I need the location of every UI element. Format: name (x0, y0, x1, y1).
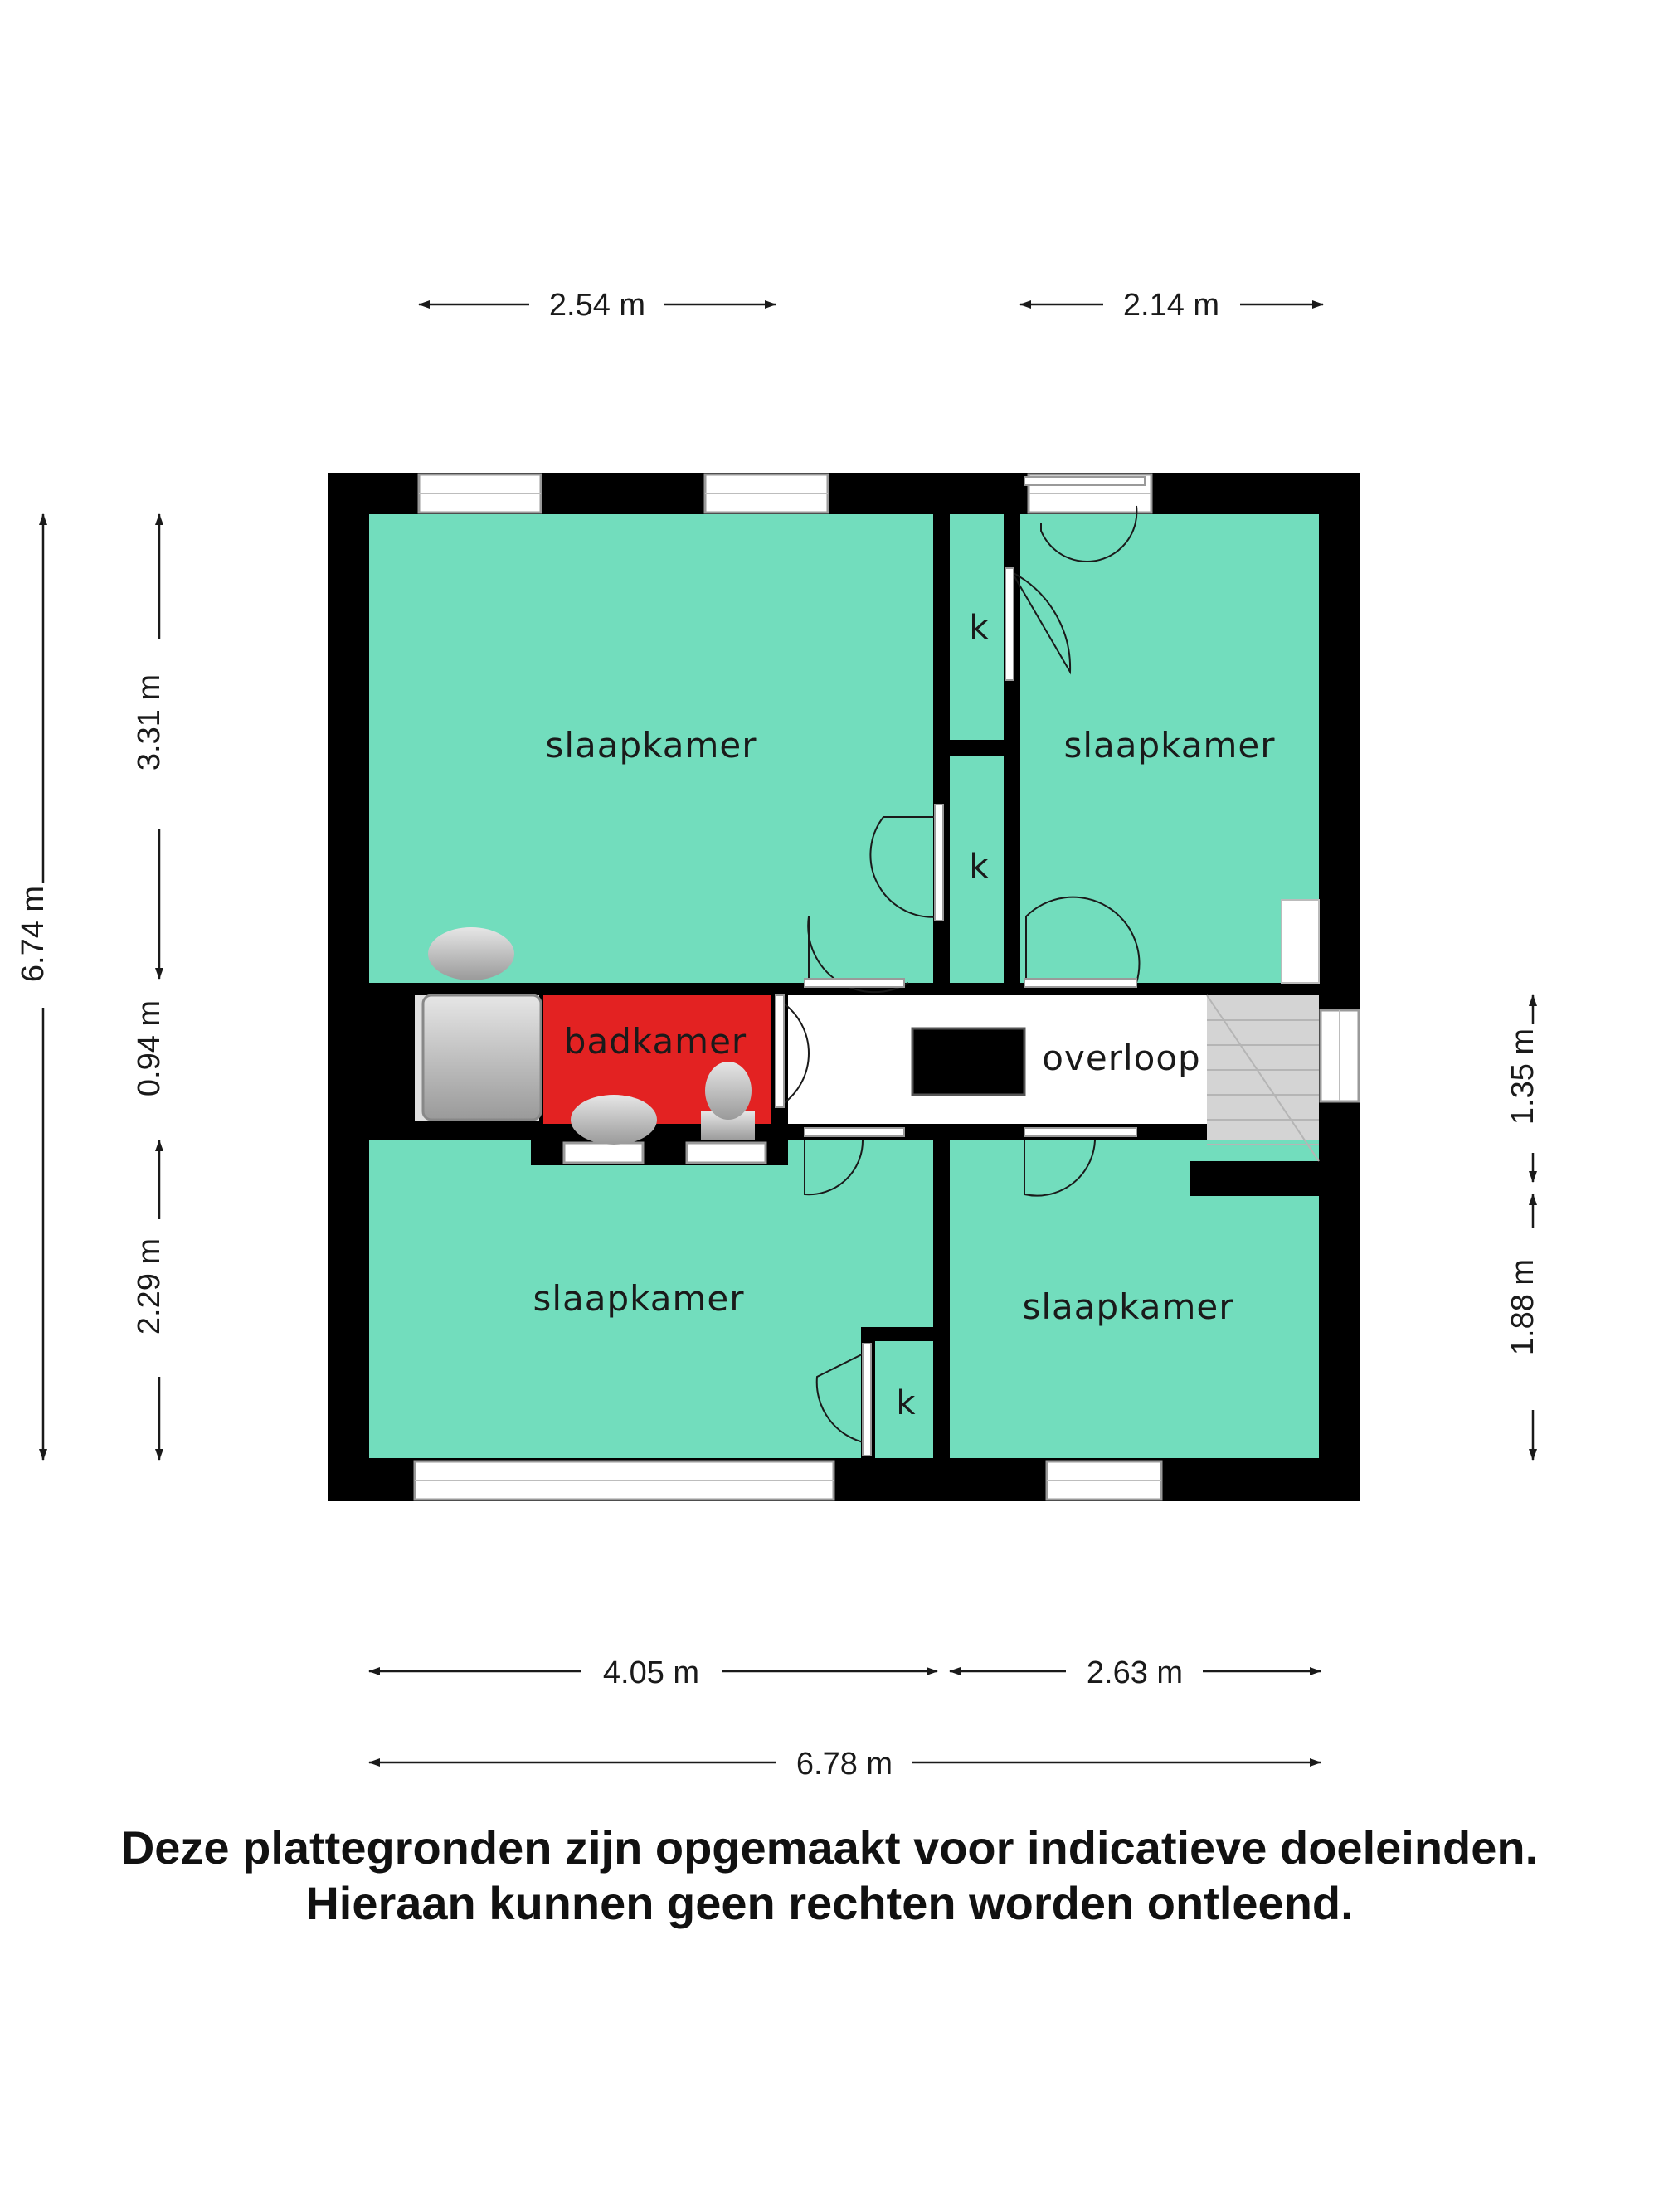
disclaimer-line-1: Deze plattegronden zijn opgemaakt voor indicatieve doeleinden. (120, 1821, 1539, 1874)
dim-label-left-total: 6.74 m (16, 885, 51, 983)
radiator-icon (1282, 900, 1319, 983)
closet-label-1: k (969, 609, 989, 647)
closet-label-3: k (896, 1384, 916, 1422)
dim-label-top-left: 2.54 m (548, 288, 646, 323)
room-label-bedroom-top-left: slaapkamer (545, 725, 757, 766)
closet-bottom-wall-h (861, 1327, 933, 1341)
dim-label-right-top: 1.35 m (1506, 1028, 1540, 1125)
bathtub-icon (423, 995, 541, 1120)
dim-label-top-right: 2.14 m (1122, 288, 1220, 323)
dim-label-bottom-left: 4.05 m (602, 1655, 700, 1690)
closet-label-2: k (969, 848, 989, 886)
room-label-bathroom: badkamer (563, 1021, 747, 1062)
sink-bathroom-icon (571, 1095, 657, 1145)
dim-label-right-bottom: 1.88 m (1506, 1258, 1540, 1356)
dim-label-left-middle: 0.94 m (132, 999, 167, 1097)
sink-bedroom-icon (428, 927, 514, 980)
disclaimer-line-2: Hieraan kunnen geen rechten worden ontleend. (305, 1877, 1354, 1929)
room-label-bedroom-top-right: slaapkamer (1063, 725, 1276, 766)
toilet-bowl-icon (705, 1062, 752, 1120)
room-label-bedroom-bottom-left: slaapkamer (533, 1278, 745, 1319)
room-label-landing: overloop (1042, 1038, 1201, 1078)
dim-label-bottom-right: 2.63 m (1086, 1655, 1184, 1690)
hatch-icon (912, 1028, 1024, 1095)
dim-label-left-top: 3.31 m (132, 673, 167, 771)
wall-stair-bottom (1190, 1161, 1319, 1196)
room-label-bedroom-bottom-right: slaapkamer (1022, 1286, 1234, 1327)
wall-bath-shower-gap (365, 987, 415, 1128)
dim-label-bottom-total: 6.78 m (795, 1747, 893, 1782)
dim-label-left-bottom: 2.29 m (132, 1237, 167, 1335)
